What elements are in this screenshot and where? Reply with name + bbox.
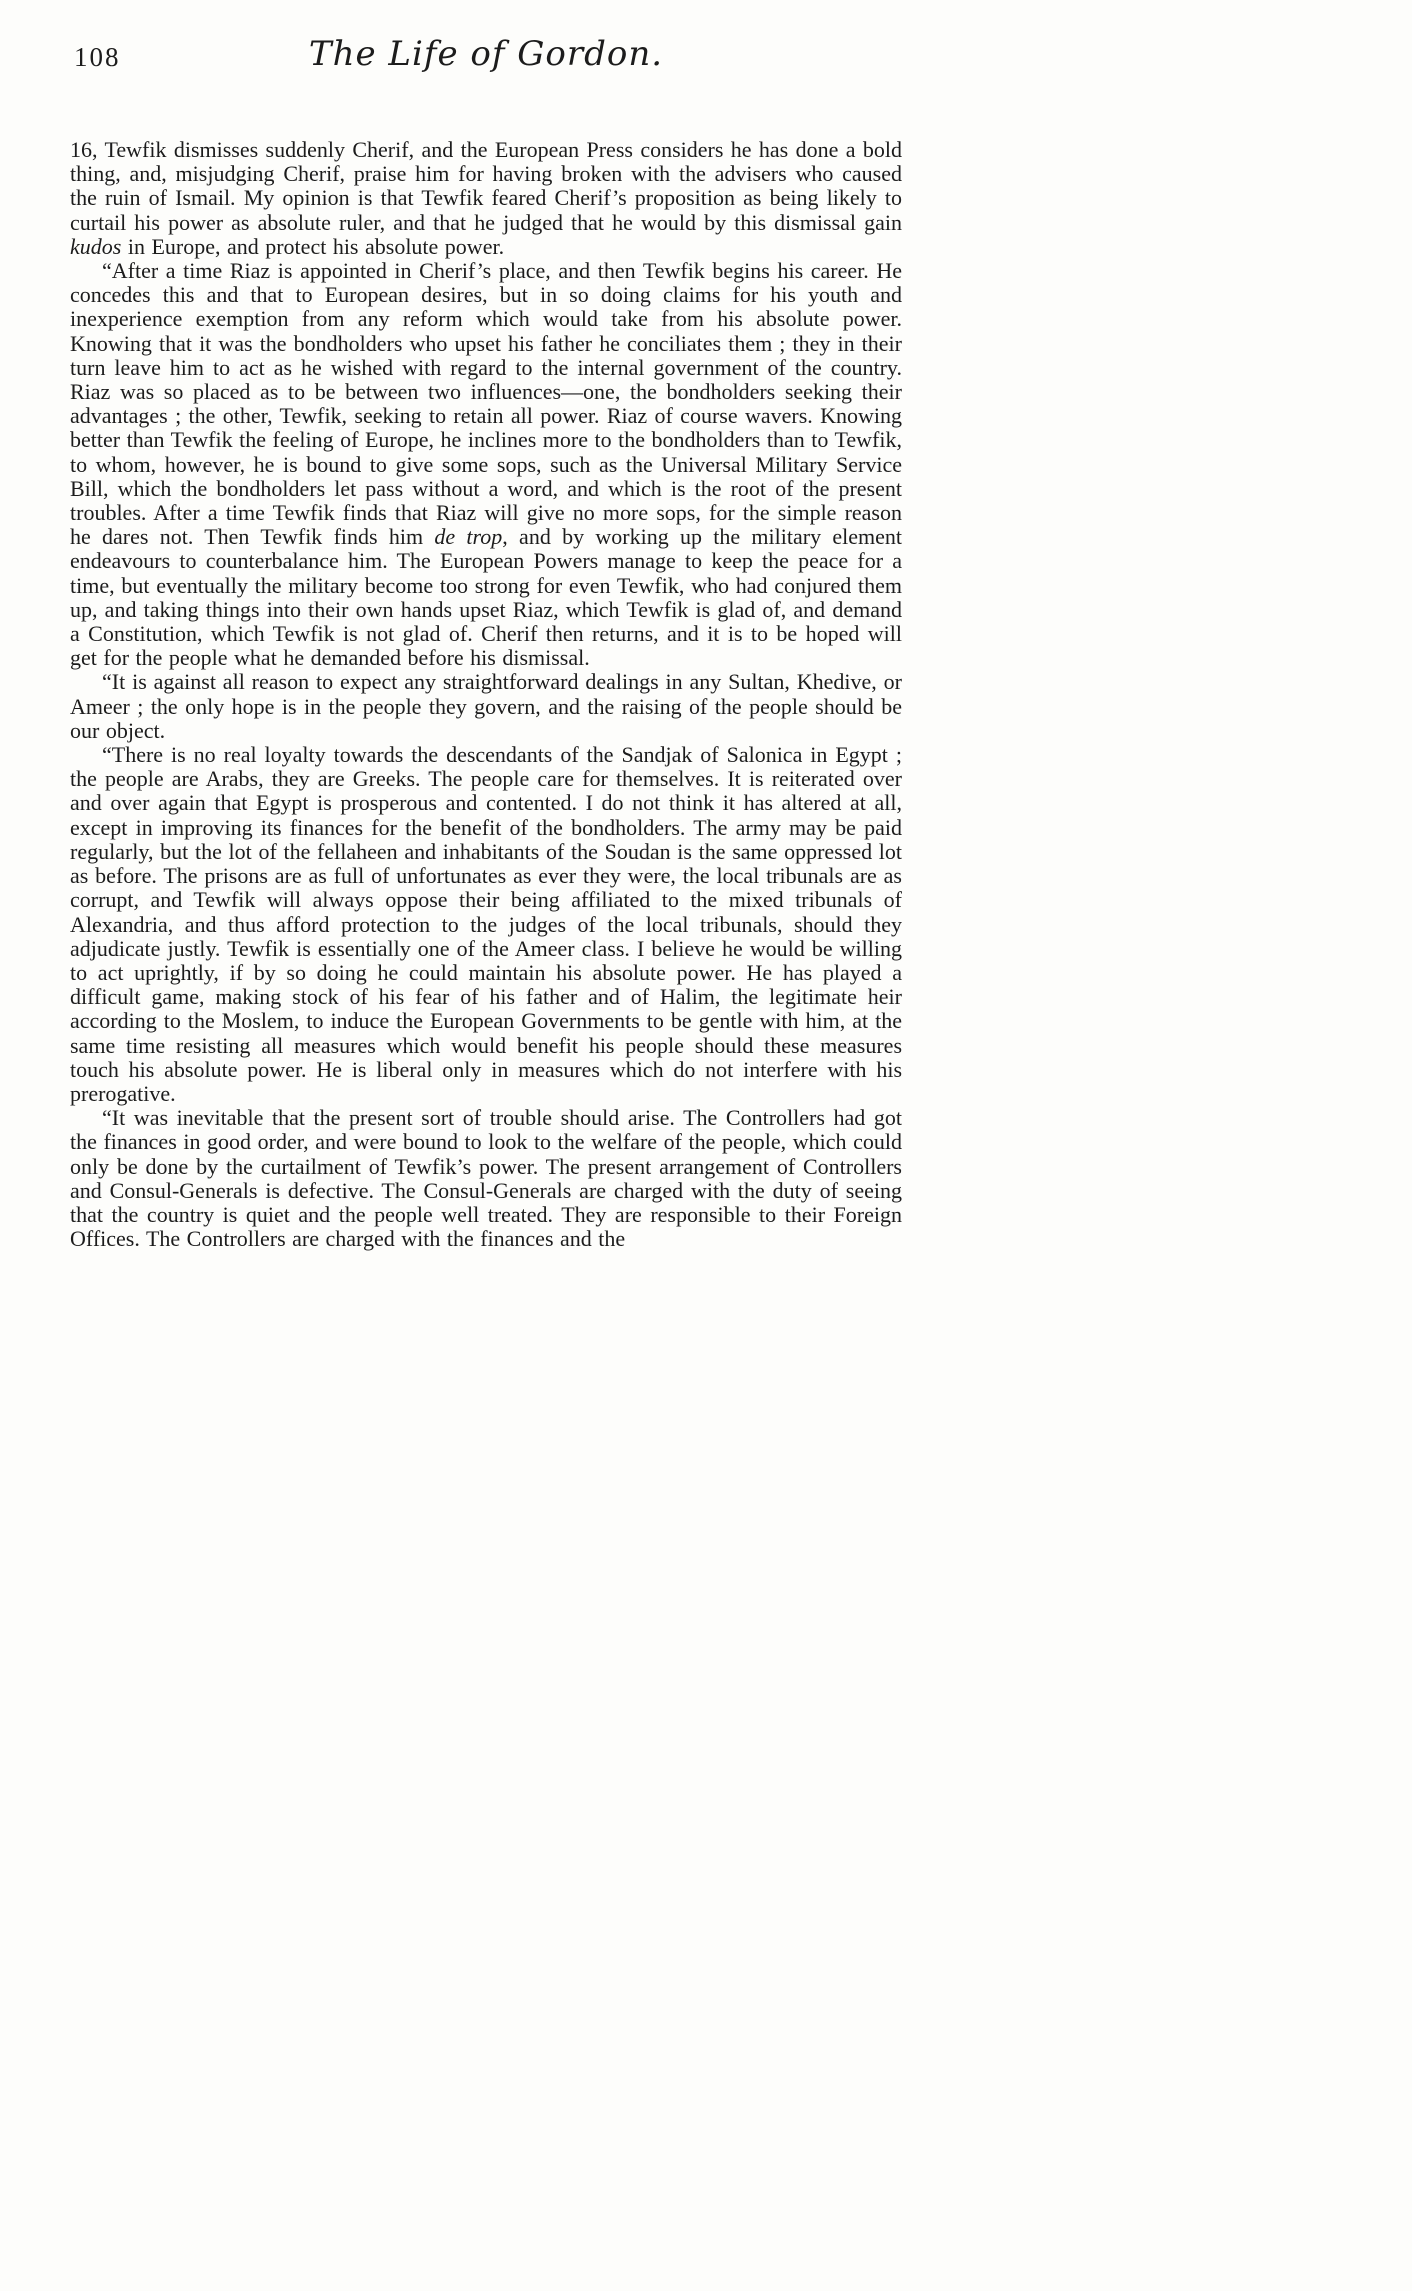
page-content [70, 34, 902, 1251]
body-text: “After a time Riaz is appointed in Cherif’s place, and then Tewfik begins his career. He concedes this and that to European desires, but in so doing claims for his youth and inexperience exemption from any reform which would take from his absolute power. Knowing that it was the bondholders who upset his father he conciliates them ; they in their turn leave him to act as he wished with regard to the internal government of the country. Riaz was so placed as to be between two influences—one, the bondholders seeking their advantages ; the other, Tewfik, seeking to retain all power. Riaz of course wavers. Knowing better than Tewfik the feeling of Europe, he inclines more to the bondholders than to Tewfik, to whom, however, he is bound to give some sops, such as the Universal Military Service Bill, which the bondholders let pass without a word, and which is the root of the present troubles. After a time Tewfik finds that Riaz will give no more sops, for the simple reason he dares not. Then Tewfik finds him [70, 258, 902, 550]
paragraph [70, 259, 902, 670]
body-text: , and by working up the military element endeavours to counterbalance him. The European Powers manage to keep the peace for a time, but eventually the military become too strong for even Tewfik, who had conjured them up, and taking things into their own hands upset Riaz, which Tewfik is glad of, and demand a Constitution, which Tewfik is not glad of. Cherif then returns, and it is to be hoped will get for the people what he demanded before his dismissal. [70, 524, 902, 671]
text-block [70, 138, 902, 1251]
body-text: “It is against all reason to expect any straightforward dealings in any Sultan, Khedive, or Ameer ; the only hope is in the people they govern, and the raising of the people should be our object. [70, 669, 902, 743]
page-number: 108 [74, 42, 121, 72]
italic-text: kudos [70, 233, 122, 259]
body-text: “There is no real loyalty towards the descendants of the Sandjak of Salonica in Egypt ; the people are Arabs, they are Greeks. The people care for themselves. It is reiterated over and over again that Egypt is prosperous and contented. I do not think it has altered at all, except in improving its finances for the benefit of the bondholders. The army may be paid regularly, but the lot of the fellaheen and inhabitants of the Soudan is the same oppressed lot as before. The prisons are as full of unfortunates as ever they were, the local tribunals are as corrupt, and Tewfik will always oppose their being affiliated to the mixed tribunals of Alexandria, and thus afford protection to the judges of the local tribunals, should they adjudicate justly. Tewfik is essentially one of the Ameer class. I believe he would be willing to act uprightly, if by so doing he could maintain his absolute power. He has played a difficult game, making stock of his fear of his father and of Halim, the legitimate heir according to the Moslem, to induce the European Governments to be gentle with him, at the same time resisting all measures which would benefit his people should these measures touch his absolute power. He is liberal only in measures which do not interfere with his prerogative. [70, 742, 902, 1106]
running-title: The Life of Gordon. [308, 34, 664, 74]
paragraph [70, 670, 902, 743]
paragraph [70, 1106, 902, 1251]
paragraph [70, 138, 902, 259]
page-header [70, 34, 902, 98]
body-text: in Europe, and protect his absolute power. [121, 233, 505, 259]
italic-text: de trop [434, 524, 503, 550]
body-text: “It was inevitable that the present sort of trouble should arise. The Controllers had got the finances in good order, and were bound to look to the welfare of the people, which could only be done by the curtailment of Tewfik’s power. The present arrangement of Controllers and Consul-Generals is defective. The Consul-Generals are charged with the duty of seeing that the country is quiet and the people well treated. They are responsible to their Foreign Offices. The Controllers are charged with the finances and the [70, 1105, 902, 1252]
paragraph [70, 743, 902, 1106]
body-text: 16, Tewfik dismisses suddenly Cherif, and the European Press considers he has done a bold thing, and, misjudging Cherif, praise him for having broken with the advisers who caused the ruin of Ismail. My opinion is that Tewfik feared Cherif’s proposition as being likely to curtail his power as absolute ruler, and that he judged that he would by this dismissal gain [70, 137, 902, 235]
